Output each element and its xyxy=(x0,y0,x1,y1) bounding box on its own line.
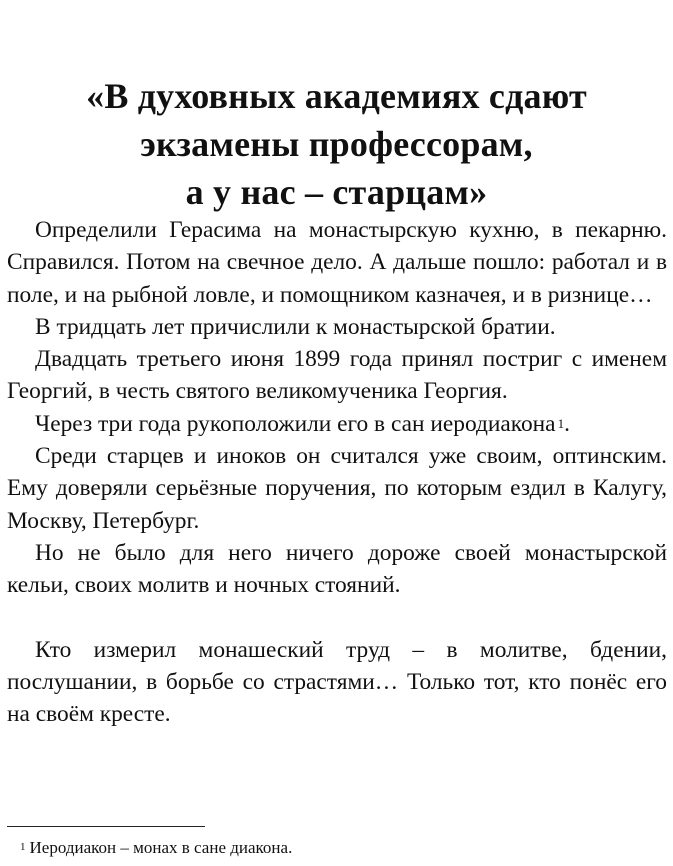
chapter-title xyxy=(0,72,673,216)
paragraph-7: Кто измерил монашеский труд – в молитве, бдении, послушании, в борьбе со страстями… Только тот, кто понёс его на своём кресте. xyxy=(7,636,667,728)
paragraph-4-period: . xyxy=(564,410,570,437)
paragraph-2: В тридцать лет причислили к монастырской братии. xyxy=(35,313,556,340)
footnote-marker: 1 xyxy=(20,841,26,853)
paragraph-6: Но не было для него ничего дороже своей монастырской кельи, своих молитв и ночных стояний. xyxy=(7,539,667,599)
footnote xyxy=(20,836,292,860)
footnote-text: Иеродиакон – монах в сане диакона. xyxy=(29,838,293,857)
footnote-divider xyxy=(7,826,205,827)
footnote-reference[interactable]: 1 xyxy=(557,415,565,431)
paragraph-4 xyxy=(7,408,667,440)
chapter-title-line-1: «В духовных академиях сдают xyxy=(86,76,587,117)
chapter-title-line-3: а у нас – старцам» xyxy=(185,172,488,213)
chapter-body xyxy=(7,214,667,731)
paragraph-5: Среди старцев и иноков он считался уже своим, оптинским. Ему доверяли серьёзные поручения, по которым ездил в Калугу, Москву, Петербург. xyxy=(7,443,667,534)
paragraph-3: Двадцать третьего июня 1899 года принял постриг с именем Георгий, в честь святого великомученика Георгия. xyxy=(7,346,667,405)
chapter-title-line-2: экзамены профессорам, xyxy=(140,124,533,165)
paragraph-1: Определили Герасима на монастырскую кухню, в пекарню. Справился. Потом на свечное дело. А дальше пошло: работал и в поле, и на рыбной ловле, и помощником казначея, и в ризнице… xyxy=(7,217,667,308)
paragraph-spacer xyxy=(7,602,667,634)
paragraph-4-text: Через три года рукоположили его в сан иеродиакона xyxy=(35,410,556,437)
